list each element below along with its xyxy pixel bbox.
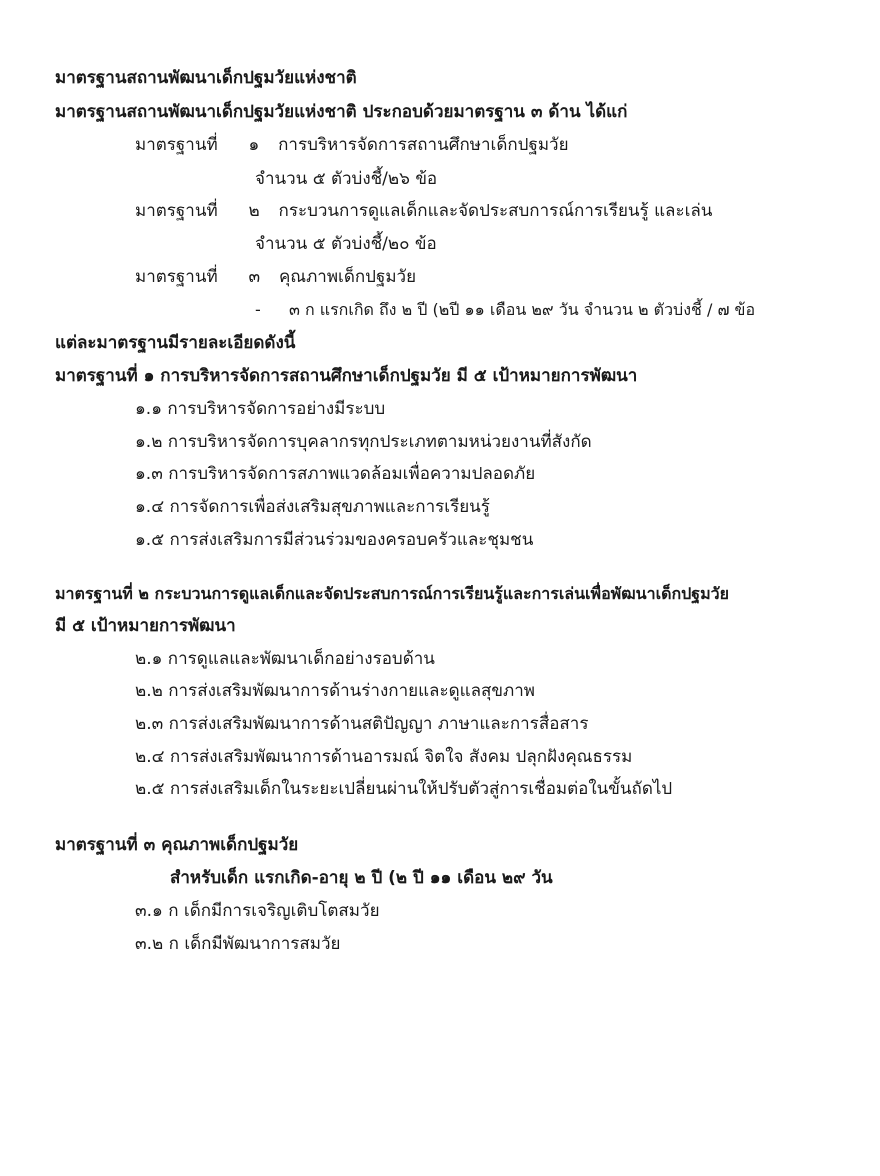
- standard-2-heading-line1: มาตรฐานที่ ๒ กระบวนการดูแลเด็กและจัดประสบการณ์การเรียนรู้และการเล่นเพื่อพัฒนาเด็กปฐมวัย: [55, 584, 730, 603]
- standard-2-item: ๒.๑ การดูแลและพัฒนาเด็กอย่างรอบด้าน: [135, 649, 435, 669]
- standard-number: ๓: [248, 267, 261, 287]
- standard-name: กระบวนการดูแลเด็กและจัดประสบการณ์การเรียนรู้ และเล่น: [278, 201, 713, 221]
- overview-standard-1-detail: จำนวน ๕ ตัวบ่งชี้/๒๖ ข้อ: [255, 169, 438, 189]
- standard-number: ๑: [248, 135, 260, 155]
- standard-number: ๒: [248, 201, 260, 221]
- intro-line: มาตรฐานสถานพัฒนาเด็กปฐมวัยแห่งชาติ ประกอบด้วยมาตรฐาน ๓ ด้าน ได้แก่: [55, 102, 628, 122]
- standard-2-item: ๒.๕ การส่งเสริมเด็กในระยะเปลี่ยนผ่านให้ปรับตัวสู่การเชื่อมต่อในขั้นถัดไป: [135, 779, 673, 799]
- standard-1-item: ๑.๔ การจัดการเพื่อส่งเสริมสุขภาพและการเรียนรู้: [135, 497, 490, 517]
- overview-standard-3-bullet: [255, 299, 755, 321]
- details-heading: แต่ละมาตรฐานมีรายละเอียดดังนี้: [55, 333, 296, 353]
- standard-name: คุณภาพเด็กปฐมวัย: [278, 267, 417, 287]
- standard-name: การบริหารจัดการสถานศึกษาเด็กปฐมวัย: [278, 135, 569, 155]
- bullet-dash: -: [255, 300, 261, 319]
- standard-1-item: ๑.๓ การบริหารจัดการสภาพแวดล้อมเพื่อความปลอดภัย: [135, 464, 536, 484]
- overview-standard-3: [135, 266, 416, 288]
- standard-1-item: ๑.๑ การบริหารจัดการอย่างมีระบบ: [135, 399, 386, 419]
- overview-standard-1: [135, 134, 569, 156]
- standard-2-heading-line2: มี ๕ เป้าหมายการพัฒนา: [55, 616, 236, 636]
- standard-label: มาตรฐานที่: [135, 135, 218, 155]
- standard-1-item: ๑.๕ การส่งเสริมการมีส่วนร่วมของครอบครัวและชุมชน: [135, 530, 534, 550]
- document-title: มาตรฐานสถานพัฒนาเด็กปฐมวัยแห่งชาติ: [55, 68, 357, 88]
- standard-label: มาตรฐานที่: [135, 267, 218, 287]
- standard-2-item: ๒.๓ การส่งเสริมพัฒนาการด้านสติปัญญา ภาษาและการสื่อสาร: [135, 714, 589, 734]
- overview-standard-2-detail: จำนวน ๕ ตัวบ่งชี้/๒๐ ข้อ: [255, 234, 437, 254]
- standard-label: มาตรฐานที่: [135, 201, 218, 221]
- standard-1-item: ๑.๒ การบริหารจัดการบุคลากรทุกประเภทตามหน่วยงานที่สังกัด: [135, 432, 592, 452]
- standard-3-item: ๓.๒ ก เด็กมีพัฒนาการสมวัย: [135, 934, 341, 954]
- standard-2-item: ๒.๒ การส่งเสริมพัฒนาการด้านร่างกายและดูแลสุขภาพ: [135, 681, 535, 701]
- standard-3-subheading: สำหรับเด็ก แรกเกิด-อายุ ๒ ปี (๒ ปี ๑๑ เดือน ๒๙ วัน: [170, 868, 553, 888]
- standard-3-heading: มาตรฐานที่ ๓ คุณภาพเด็กปฐมวัย: [55, 835, 299, 855]
- overview-standard-2: [135, 200, 712, 222]
- bullet-text: ๓ ก แรกเกิด ถึง ๒ ปี (๒ปี ๑๑ เดือน ๒๙ วัน จำนวน ๒ ตัวบ่งชี้ / ๗ ข้อ: [288, 300, 756, 319]
- standard-3-item: ๓.๑ ก เด็กมีการเจริญเติบโตสมวัย: [135, 901, 380, 921]
- standard-2-item: ๒.๔ การส่งเสริมพัฒนาการด้านอารมณ์ จิตใจ สังคม ปลุกฝังคุณธรรม: [135, 747, 633, 767]
- standard-1-heading: มาตรฐานที่ ๑ การบริหารจัดการสถานศึกษาเด็กปฐมวัย มี ๕ เป้าหมายการพัฒนา: [55, 366, 638, 386]
